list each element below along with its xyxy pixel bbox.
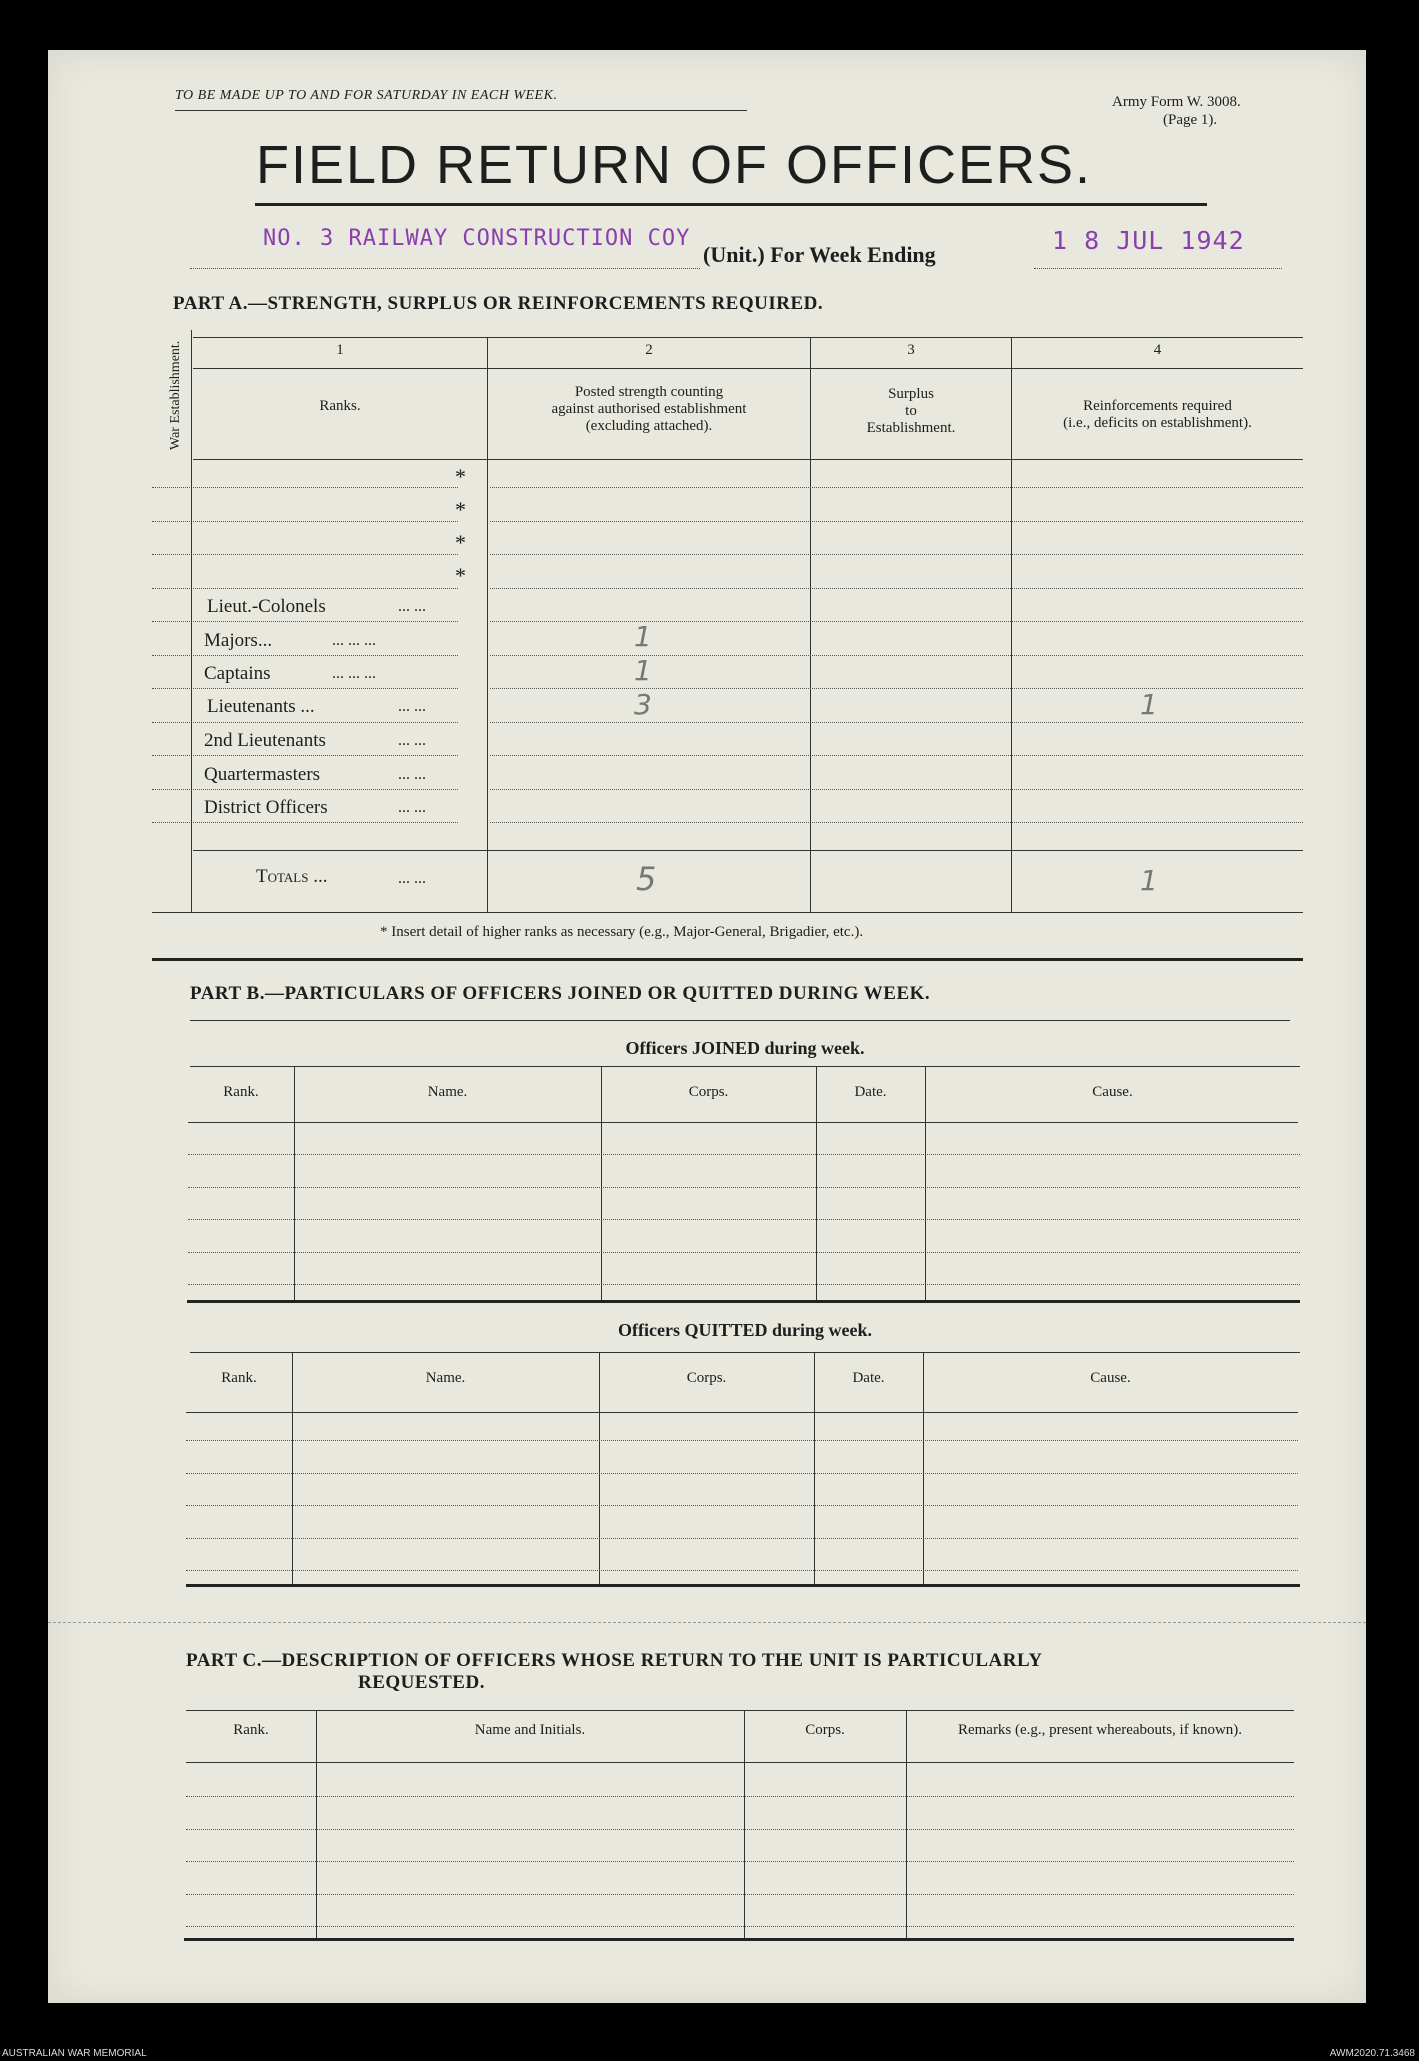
values-dotline: [490, 755, 1303, 756]
rank-label: Majors...: [204, 630, 273, 651]
joined-bottom-line: [187, 1300, 1300, 1303]
totals-dots: ... ...: [398, 870, 426, 887]
war-establishment-dotline: [152, 688, 190, 689]
joined-vline: [294, 1066, 295, 1300]
part-a-top-line: [193, 337, 1303, 338]
joined-top-line: [190, 1066, 1300, 1067]
unit-dotline: [190, 268, 700, 269]
quitted-row-line: [186, 1570, 1298, 1571]
rank-dots: ... ...: [398, 698, 426, 715]
quitted-col-header: Name.: [425, 1370, 466, 1386]
part-a-vline-0: [191, 330, 192, 912]
joined-row-line: [188, 1219, 1300, 1220]
values-dotline: [490, 487, 1303, 488]
part-a-totals-line: [193, 850, 1303, 851]
part-c-col-header: Name and Initials.: [474, 1722, 586, 1738]
part-c-heading-2: REQUESTED.: [358, 1672, 485, 1693]
rank-label: 2nd Lieutenants: [204, 730, 326, 751]
values-dotline: [490, 655, 1303, 656]
quitted-col-header: Corps.: [686, 1370, 727, 1386]
col-number-1: 1: [336, 342, 344, 358]
values-dotline: [490, 688, 1303, 689]
joined-vline: [816, 1066, 817, 1300]
quitted-title: Officers QUITTED during week.: [618, 1320, 872, 1340]
rank-dots: ... ... ...: [332, 632, 376, 649]
part-c-row-line: [186, 1894, 1294, 1895]
part-a-end-line: [152, 958, 1303, 961]
posted-captains: 1: [634, 654, 652, 687]
values-dotline: [490, 789, 1303, 790]
war-establishment-dotline: [152, 521, 190, 522]
values-dotline: [490, 521, 1303, 522]
joined-row-line: [188, 1187, 1300, 1188]
values-dotline: [490, 722, 1303, 723]
values-dotline: [490, 588, 1303, 589]
instruction-underline: [175, 110, 747, 111]
war-establishment-dotline: [152, 554, 190, 555]
instruction-text: TO BE MADE UP TO AND FOR SATURDAY IN EACH WEEK.: [175, 88, 558, 103]
joined-row-line: [188, 1154, 1300, 1155]
war-establishment-label: War Establishment.: [168, 340, 183, 450]
part-b-heading: PART B.—PARTICULARS OF OFFICERS JOINED OR QUITTED DURING WEEK.: [190, 983, 931, 1004]
joined-title: Officers JOINED during week.: [625, 1038, 865, 1058]
paper-fold: [48, 1622, 1366, 1627]
totals-label: Totals ...: [256, 866, 328, 887]
war-establishment-dotline: [152, 822, 190, 823]
footer-left: AUSTRALIAN WAR MEMORIAL: [2, 2048, 147, 2059]
reinforcements-header: Reinforcements required (i.e., deficits on establishment).: [1063, 398, 1252, 431]
ranks-dotline: [193, 722, 458, 723]
rank-label: Lieut.-Colonels: [207, 596, 326, 617]
rank-dots: ... ...: [398, 598, 426, 615]
joined-row-line: [188, 1284, 1300, 1285]
quitted-top-line: [190, 1352, 1300, 1353]
part-c-row-line: [186, 1926, 1294, 1927]
ranks-dotline: [193, 521, 458, 522]
joined-col-header: Date.: [854, 1084, 887, 1100]
form-id: Army Form W. 3008.: [1112, 94, 1241, 110]
ranks-dotline: [193, 487, 458, 488]
ranks-dotline: [193, 554, 458, 555]
values-dotline: [490, 621, 1303, 622]
war-establishment-dotline: [152, 487, 190, 488]
war-establishment-dotline: [152, 588, 190, 589]
ranks-dotline: [193, 621, 458, 622]
part-a-bottom-line: [152, 912, 1303, 913]
war-establishment-dotline: [152, 789, 190, 790]
title-underline: [255, 203, 1207, 206]
war-establishment-dotline: [152, 722, 190, 723]
joined-col-header: Name.: [427, 1084, 468, 1100]
part-a-number-line: [193, 368, 1303, 369]
ranks-dotline: [193, 789, 458, 790]
quitted-row-line: [186, 1440, 1298, 1441]
rank-label: Lieutenants ...: [207, 696, 315, 717]
part-c-col-header: Rank.: [233, 1722, 269, 1738]
joined-row-line: [188, 1252, 1300, 1253]
ranks-dotline: [193, 688, 458, 689]
ranks-dotline: [193, 822, 458, 823]
posted-header: Posted strength counting against authorised establishment (excluding attached).: [551, 384, 747, 434]
part-c-heading: PART C.—DESCRIPTION OF OFFICERS WHOSE RETURN TO THE UNIT IS PARTICULARLY: [186, 1650, 1043, 1671]
part-c-row-line: [186, 1861, 1294, 1862]
quitted-bottom-line: [186, 1584, 1300, 1587]
footer-right: AWM2020.71.3468: [1329, 2048, 1415, 2059]
part-c-bottom-line: [184, 1938, 1294, 1941]
quitted-row-line: [186, 1538, 1298, 1539]
joined-col-header: Rank.: [223, 1084, 259, 1100]
part-c-vline: [744, 1710, 745, 1938]
part-c-col-header: Remarks (e.g., present whereabouts, if known).: [957, 1722, 1243, 1738]
joined-col-header: Corps.: [688, 1084, 729, 1100]
part-c-col-header: Corps.: [805, 1722, 845, 1738]
part-b-heading-line: [190, 1020, 1290, 1021]
page-title: FIELD RETURN OF OFFICERS.: [256, 135, 1093, 195]
totals-reinf: 1: [1140, 864, 1158, 897]
joined-header-line: [188, 1122, 1298, 1123]
quitted-row-line: [186, 1505, 1298, 1506]
part-a-heading: PART A.—STRENGTH, SURPLUS OR REINFORCEMENTS REQUIRED.: [173, 293, 824, 314]
rank-label: Captains: [204, 663, 271, 684]
ranks-header: Ranks.: [319, 398, 361, 414]
col-number-2: 2: [645, 342, 653, 358]
rank-label: Quartermasters: [204, 764, 321, 785]
rank-dots: ... ...: [398, 732, 426, 749]
asterisk-column: * * * *: [455, 464, 466, 588]
surplus-header: Surplus to Establishment.: [866, 386, 956, 436]
part-c-row-line: [186, 1796, 1294, 1797]
posted-lieutenants: 3: [634, 688, 652, 721]
joined-vline: [601, 1066, 602, 1300]
quitted-col-header: Rank.: [221, 1370, 257, 1386]
quitted-header-line: [186, 1412, 1298, 1413]
col-number-4: 4: [1153, 342, 1162, 358]
war-establishment-dotline: [152, 655, 190, 656]
war-establishment-dotline: [152, 755, 190, 756]
rank-dots: ... ...: [398, 799, 426, 816]
date-dotline: [1034, 268, 1282, 269]
values-dotline: [490, 822, 1303, 823]
unit-stamp: NO. 3 RAILWAY CONSTRUCTION COY: [263, 226, 691, 251]
part-c-vline: [316, 1710, 317, 1938]
rank-dots: ... ... ...: [332, 665, 376, 682]
values-dotline: [490, 554, 1303, 555]
quitted-row-line: [186, 1473, 1298, 1474]
part-c-row-line: [186, 1829, 1294, 1830]
part-a-footnote: * Insert detail of higher ranks as necessary (e.g., Major-General, Brigadier, etc.).: [380, 924, 864, 940]
page-number: (Page 1).: [1163, 112, 1218, 128]
rank-dots: ... ...: [398, 766, 426, 783]
totals-posted: 5: [636, 860, 657, 898]
unit-label: (Unit.) For Week Ending: [703, 242, 936, 267]
ranks-dotline: [193, 655, 458, 656]
ranks-dotline: [193, 588, 458, 589]
part-c-header-line: [186, 1762, 1294, 1763]
part-c-vline: [906, 1710, 907, 1938]
reinf-lieutenants: 1: [1140, 688, 1158, 721]
date-stamp: 1 8 JUL 1942: [1052, 226, 1245, 255]
ranks-dotline: [193, 755, 458, 756]
part-a-header-line: [193, 459, 1303, 460]
quitted-col-header: Date.: [852, 1370, 885, 1386]
war-establishment-dotline: [152, 621, 190, 622]
joined-col-header: Cause.: [1092, 1084, 1133, 1100]
rank-label: District Officers: [204, 797, 328, 818]
quitted-col-header: Cause.: [1090, 1370, 1131, 1386]
part-c-top-line: [186, 1710, 1294, 1711]
col-number-3: 3: [907, 342, 915, 358]
posted-majors: 1: [634, 620, 652, 653]
joined-vline: [925, 1066, 926, 1300]
